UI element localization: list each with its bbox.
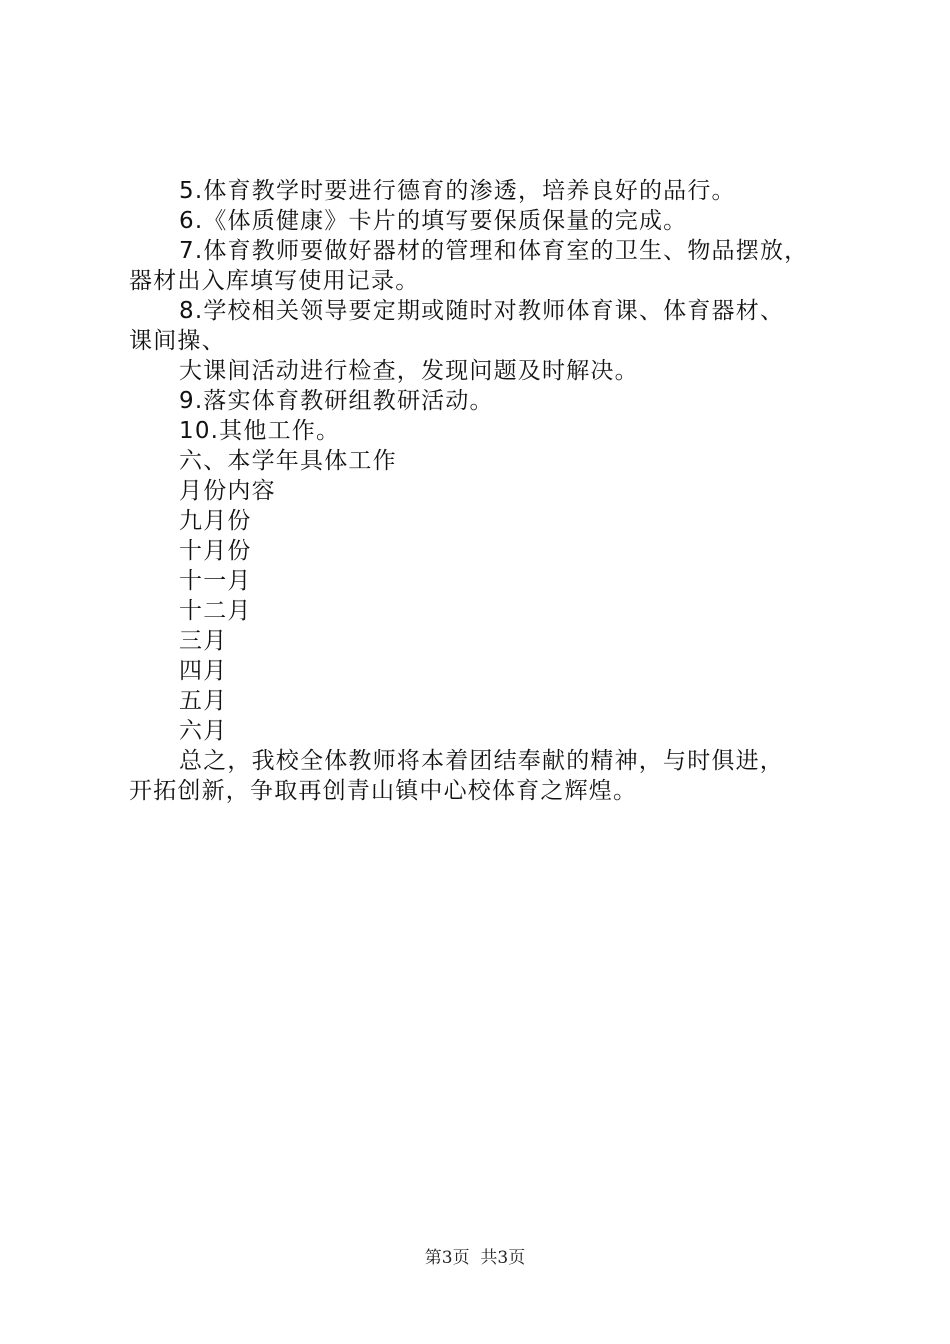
body-line: 10.其他工作。 [179, 418, 341, 444]
body-line: 9.落实体育教研组教研活动。 [179, 388, 494, 414]
body-line: 5.体育教学时要进行德育的渗透，培养良好的品行。 [179, 178, 736, 204]
month-line: 六月 [179, 718, 228, 744]
month-line: 十月份 [179, 538, 252, 564]
body-line: 7.体育教师要做好器材的管理和体育室的卫生、物品摆放， [179, 238, 809, 264]
document-body [129, 176, 849, 806]
month-line: 五月 [179, 688, 228, 714]
month-line: 九月份 [179, 508, 252, 534]
body-line: 8.学校相关领导要定期或随时对教师体育课、体育器材、 [179, 298, 785, 324]
conclusion-line: 开拓创新，争取再创青山镇中心校体育之辉煌。 [129, 778, 638, 804]
month-line: 十二月 [179, 598, 252, 624]
conclusion-line: 总之，我校全体教师将本着团结奉献的精神，与时俱进， [179, 748, 784, 774]
month-line: 四月 [179, 658, 228, 684]
month-line: 三月 [179, 628, 228, 654]
table-header-line: 月份内容 [179, 478, 276, 504]
section-heading: 六、本学年具体工作 [179, 448, 397, 474]
body-line: 6.《体质健康》卡片的填写要保质保量的完成。 [179, 208, 688, 234]
page-number-footer: 第3页 共3页 [424, 1248, 526, 1268]
body-line: 课间操、 [129, 328, 226, 354]
month-line: 十一月 [179, 568, 252, 594]
body-line: 器材出入库填写使用记录。 [129, 268, 420, 294]
body-line: 大课间活动进行检查，发现问题及时解决。 [179, 358, 639, 384]
